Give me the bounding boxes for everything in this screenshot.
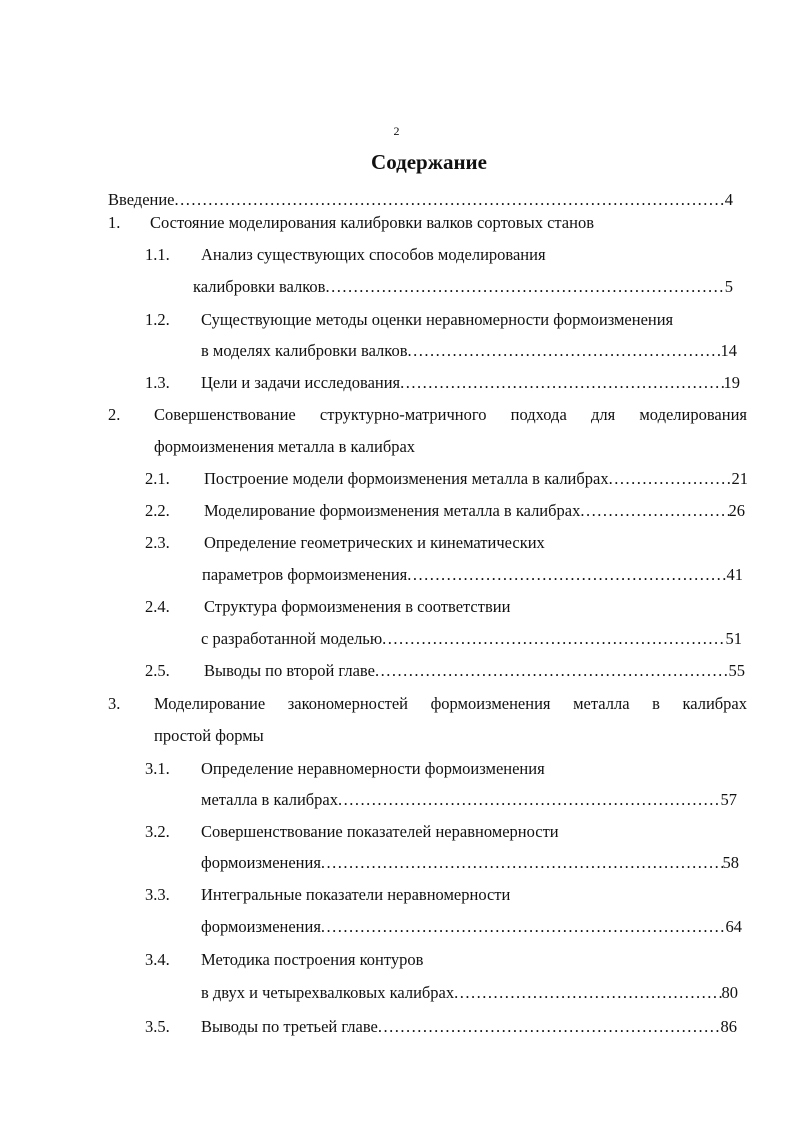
dot-leader (400, 373, 723, 393)
dot-leader (407, 565, 726, 585)
dot-leader (325, 277, 724, 297)
toc-page: 21 (731, 469, 748, 488)
toc-page: 5 (724, 277, 733, 296)
toc-label: Построение модели формоизменения металла в калибрах (204, 469, 609, 488)
toc-label: Выводы по третьей главе (201, 1017, 378, 1036)
section-title[interactable]: Определение неравномерности формоизменения (201, 759, 545, 778)
toc-page: 41 (726, 565, 743, 584)
toc-entry[interactable] (202, 565, 743, 585)
toc-label: формоизменения (201, 917, 321, 936)
toc-label: Выводы по второй главе (204, 661, 375, 680)
toc-entry[interactable] (204, 501, 745, 521)
toc-label: Моделирование формоизменения металла в калибрах (204, 501, 581, 520)
toc-page: 19 (723, 373, 740, 392)
dot-leader (454, 983, 721, 1003)
section-number: 3.2. (145, 822, 170, 841)
toc-page: 86 (720, 1017, 737, 1036)
dot-leader (175, 190, 725, 210)
toc-label: в моделях калибровки валков (201, 341, 408, 360)
chapter-title-cont: формоизменения металла в калибрах (154, 437, 416, 456)
toc-page: 80 (721, 983, 738, 1002)
toc-entry[interactable] (201, 790, 737, 810)
dot-leader (609, 469, 732, 489)
section-title[interactable]: Существующие методы оценки неравномерности формоизменения (201, 310, 674, 329)
toc-entry[interactable] (201, 853, 739, 873)
section-number: 2.3. (145, 533, 170, 552)
toc-entry[interactable] (201, 1017, 737, 1037)
dot-leader (408, 341, 721, 361)
section-title[interactable]: Методика построения контуров (201, 950, 424, 969)
toc-label: в двух и четырехвалковых калибрах (201, 983, 455, 1002)
toc-label: Введение (108, 190, 175, 209)
dot-leader (321, 853, 723, 873)
toc-label: с разработанной моделью (201, 629, 383, 648)
toc-entry[interactable] (201, 983, 738, 1003)
chapter-number: 1. (108, 213, 121, 232)
section-number: 3.3. (145, 885, 170, 904)
toc-label: Цели и задачи исследования (201, 373, 401, 392)
section-number: 2.4. (145, 597, 170, 616)
toc-page: 57 (720, 790, 737, 809)
dot-leader (321, 917, 726, 937)
section-title[interactable]: Интегральные показатели неравномерности (201, 885, 511, 904)
chapter-title[interactable]: Моделирование закономерностей формоизменения металла в калибрах (154, 694, 747, 713)
section-title[interactable]: Структура формоизменения в соответствии (204, 597, 511, 616)
section-number: 1.3. (145, 373, 170, 392)
chapter-title[interactable]: Совершенствование структурно-матричного подхода для моделирования (154, 405, 747, 424)
dot-leader (378, 1017, 721, 1037)
section-number: 1.2. (145, 310, 170, 329)
section-number: 2.1. (145, 469, 170, 488)
chapter-number: 2. (108, 405, 121, 424)
toc-page: 55 (728, 661, 745, 680)
page-title: Содержание (371, 150, 487, 174)
toc-entry[interactable] (201, 341, 737, 361)
section-number: 3.1. (145, 759, 170, 778)
section-number: 2.5. (145, 661, 170, 680)
section-title[interactable]: Совершенствование показателей неравномерности (201, 822, 559, 841)
toc-entry[interactable] (201, 629, 742, 649)
toc-label: калибровки валков (193, 277, 326, 296)
toc-page: 4 (724, 190, 733, 209)
toc-label: формоизменения (201, 853, 321, 872)
toc-entry[interactable] (204, 469, 748, 489)
toc-page: 14 (720, 341, 737, 360)
dot-leader (338, 790, 721, 810)
section-number: 3.4. (145, 950, 170, 969)
chapter-title-cont: простой формы (154, 726, 264, 745)
toc-entry[interactable] (204, 661, 745, 681)
section-number: 3.5. (145, 1017, 170, 1036)
toc-entry-intro[interactable] (108, 190, 733, 210)
dot-leader (375, 661, 729, 681)
chapter-number: 3. (108, 694, 121, 713)
toc-page: 26 (728, 501, 745, 520)
chapter-title[interactable]: Состояние моделирования калибровки валков сортовых станов (150, 213, 594, 232)
section-number: 1.1. (145, 245, 170, 264)
toc-page: 58 (722, 853, 739, 872)
toc-entry[interactable] (201, 917, 742, 937)
toc-entry[interactable] (193, 277, 733, 297)
toc-page: 51 (725, 629, 742, 648)
page-number: 2 (393, 124, 400, 138)
dot-leader (382, 629, 725, 649)
toc-page: 64 (725, 917, 742, 936)
section-title[interactable]: Анализ существующих способов моделирования (201, 245, 546, 264)
toc-entry[interactable] (201, 373, 740, 393)
section-title[interactable]: Определение геометрических и кинематических (204, 533, 545, 552)
section-number: 2.2. (145, 501, 170, 520)
dot-leader (580, 501, 728, 521)
toc-label: металла в калибрах (201, 790, 338, 809)
toc-label: параметров формоизменения (202, 565, 408, 584)
